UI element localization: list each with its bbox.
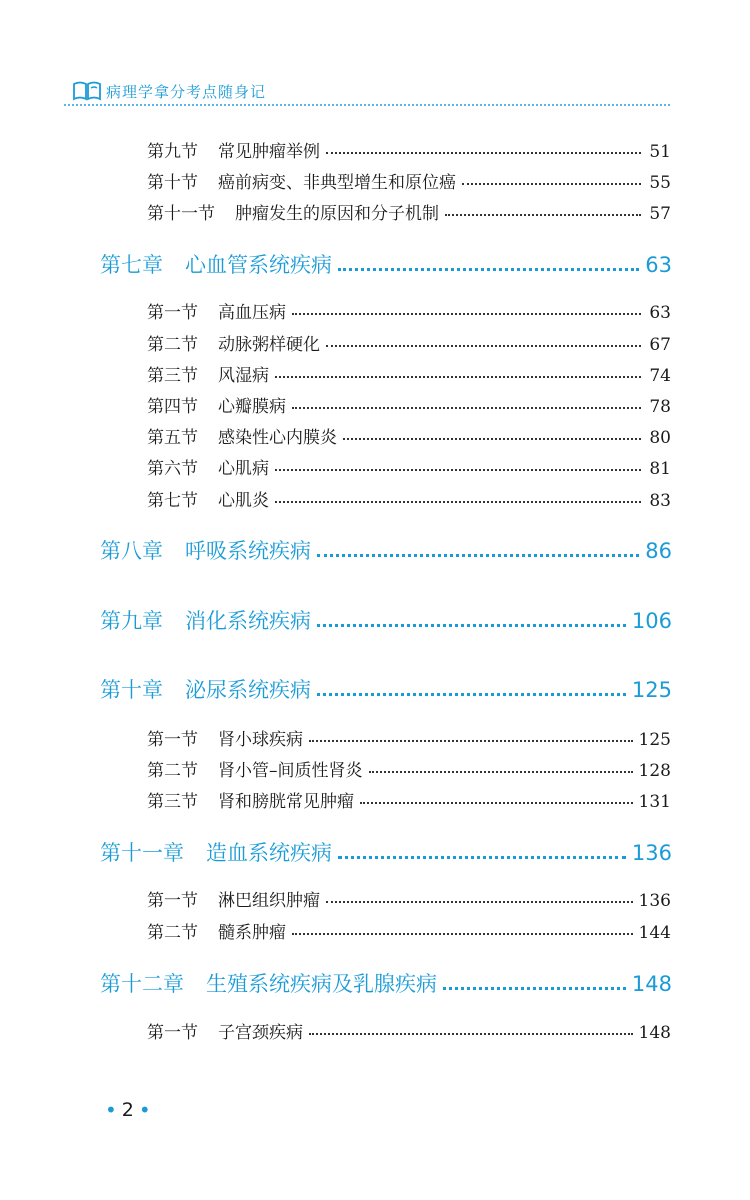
dot-leader (360, 801, 633, 804)
toc-chapter-entry (100, 968, 672, 1000)
dot-leader (326, 344, 641, 347)
footer-dot-right: • (138, 1098, 151, 1122)
chapter-number: 第九章 (100, 609, 163, 633)
chapter-page-number: 136 (631, 841, 672, 865)
toc-chapter-entry (100, 674, 672, 706)
section-title: 动脉粥样硬化 (218, 335, 320, 355)
dot-leader (443, 986, 626, 990)
chapter-page-number: 125 (631, 678, 672, 702)
footer-dot-left: • (105, 1098, 117, 1122)
section-title: 常见肿瘤举例 (218, 142, 320, 162)
section-page-number: 136 (638, 891, 671, 911)
section-page-number: 83 (649, 491, 671, 511)
dot-leader (275, 375, 641, 378)
chapter-page-number: 106 (631, 609, 672, 633)
section-title: 心瓣膜病 (218, 397, 286, 417)
section-title: 高血压病 (218, 303, 286, 323)
section-title: 肿瘤发生的原因和分子机制 (235, 204, 439, 224)
toc-section-entry (147, 454, 671, 478)
toc-section-entry (147, 886, 671, 910)
section-number: 第四节 (147, 397, 198, 417)
section-page-number: 148 (638, 1023, 671, 1043)
section-title: 肾小管–间质性肾炎 (218, 761, 363, 781)
chapter-page-number: 148 (631, 972, 672, 996)
toc-section-entry (147, 298, 671, 322)
dot-leader (292, 406, 641, 409)
toc-section-entry (147, 423, 671, 447)
section-title: 风湿病 (218, 366, 269, 386)
section-title: 淋巴组织肿瘤 (218, 891, 320, 911)
toc-section-entry (147, 787, 671, 811)
dot-leader (317, 553, 639, 557)
dot-leader (292, 932, 633, 935)
section-number: 第二节 (147, 335, 198, 355)
section-number: 第十一节 (147, 204, 215, 224)
toc-section-entry (147, 199, 671, 223)
section-page-number: 57 (649, 204, 671, 224)
section-number: 第一节 (147, 730, 198, 750)
toc-chapter-entry (100, 535, 672, 567)
dot-leader (317, 623, 626, 627)
section-page-number: 144 (638, 923, 671, 943)
chapter-title: 生殖系统疾病及乳腺疾病 (206, 972, 437, 996)
section-page-number: 51 (649, 142, 671, 162)
section-page-number: 80 (649, 428, 671, 448)
toc-chapter-entry (100, 249, 672, 281)
chapter-number: 第八章 (100, 539, 163, 563)
dot-leader (338, 855, 626, 859)
section-number: 第三节 (147, 366, 198, 386)
chapter-title: 造血系统疾病 (206, 841, 332, 865)
dot-leader (292, 312, 641, 315)
section-page-number: 78 (649, 397, 671, 417)
section-title: 肾和膀胱常见肿瘤 (218, 792, 354, 812)
chapter-title: 泌尿系统疾病 (185, 678, 311, 702)
dot-leader (326, 900, 633, 903)
chapter-number: 第十一章 (100, 841, 184, 865)
section-title: 子宫颈疾病 (218, 1023, 303, 1043)
dot-leader (462, 182, 641, 185)
header-title: 病理学拿分考点随身记 (106, 82, 267, 101)
section-number: 第五节 (147, 428, 198, 448)
dot-leader (275, 468, 641, 471)
section-page-number: 131 (638, 792, 671, 812)
toc-section-entry (147, 756, 671, 780)
toc-section-entry (147, 725, 671, 749)
section-page-number: 128 (638, 761, 671, 781)
toc-section-entry (147, 1018, 671, 1042)
toc-section-entry (147, 392, 671, 416)
chapter-number: 第十章 (100, 678, 163, 702)
section-page-number: 67 (649, 335, 671, 355)
dot-leader (275, 500, 641, 503)
chapter-number: 第十二章 (100, 972, 184, 996)
dot-leader (309, 1032, 633, 1035)
toc-chapter-entry (100, 837, 672, 869)
toc-chapter-entry (100, 605, 672, 637)
toc-section-entry (147, 486, 671, 510)
section-title: 感染性心内膜炎 (218, 428, 337, 448)
section-page-number: 74 (649, 366, 671, 386)
dot-leader (338, 267, 639, 271)
chapter-page-number: 63 (645, 253, 672, 277)
page-footer (100, 1098, 156, 1122)
section-number: 第一节 (147, 303, 198, 323)
section-title: 心肌病 (218, 459, 269, 479)
dot-leader (445, 213, 641, 216)
section-title: 癌前病变、非典型增生和原位癌 (218, 173, 456, 193)
section-number: 第六节 (147, 459, 198, 479)
section-title: 肾小球疾病 (218, 730, 303, 750)
chapter-title: 消化系统疾病 (185, 609, 311, 633)
chapter-title: 心血管系统疾病 (185, 253, 332, 277)
dot-leader (326, 151, 641, 154)
section-page-number: 81 (649, 459, 671, 479)
toc-section-entry (147, 137, 671, 161)
section-page-number: 55 (649, 173, 671, 193)
toc-section-entry (147, 330, 671, 354)
toc-section-entry (147, 918, 671, 942)
section-title: 心肌炎 (218, 491, 269, 511)
section-page-number: 63 (649, 303, 671, 323)
section-number: 第一节 (147, 1023, 198, 1043)
dot-leader (317, 692, 626, 696)
page-number: 2 (121, 1099, 134, 1121)
section-number: 第一节 (147, 891, 198, 911)
chapter-number: 第七章 (100, 253, 163, 277)
dot-leader (343, 437, 641, 440)
section-page-number: 125 (638, 730, 671, 750)
section-number: 第二节 (147, 761, 198, 781)
dot-leader (309, 739, 633, 742)
section-number: 第三节 (147, 792, 198, 812)
chapter-title: 呼吸系统疾病 (185, 539, 311, 563)
section-number: 第十节 (147, 173, 198, 193)
section-number: 第二节 (147, 923, 198, 943)
section-number: 第七节 (147, 491, 198, 511)
section-title: 髓系肿瘤 (218, 923, 286, 943)
toc-section-entry (147, 168, 671, 192)
toc-section-entry (147, 361, 671, 385)
section-number: 第九节 (147, 142, 198, 162)
chapter-page-number: 86 (645, 539, 672, 563)
dot-leader (369, 770, 633, 773)
